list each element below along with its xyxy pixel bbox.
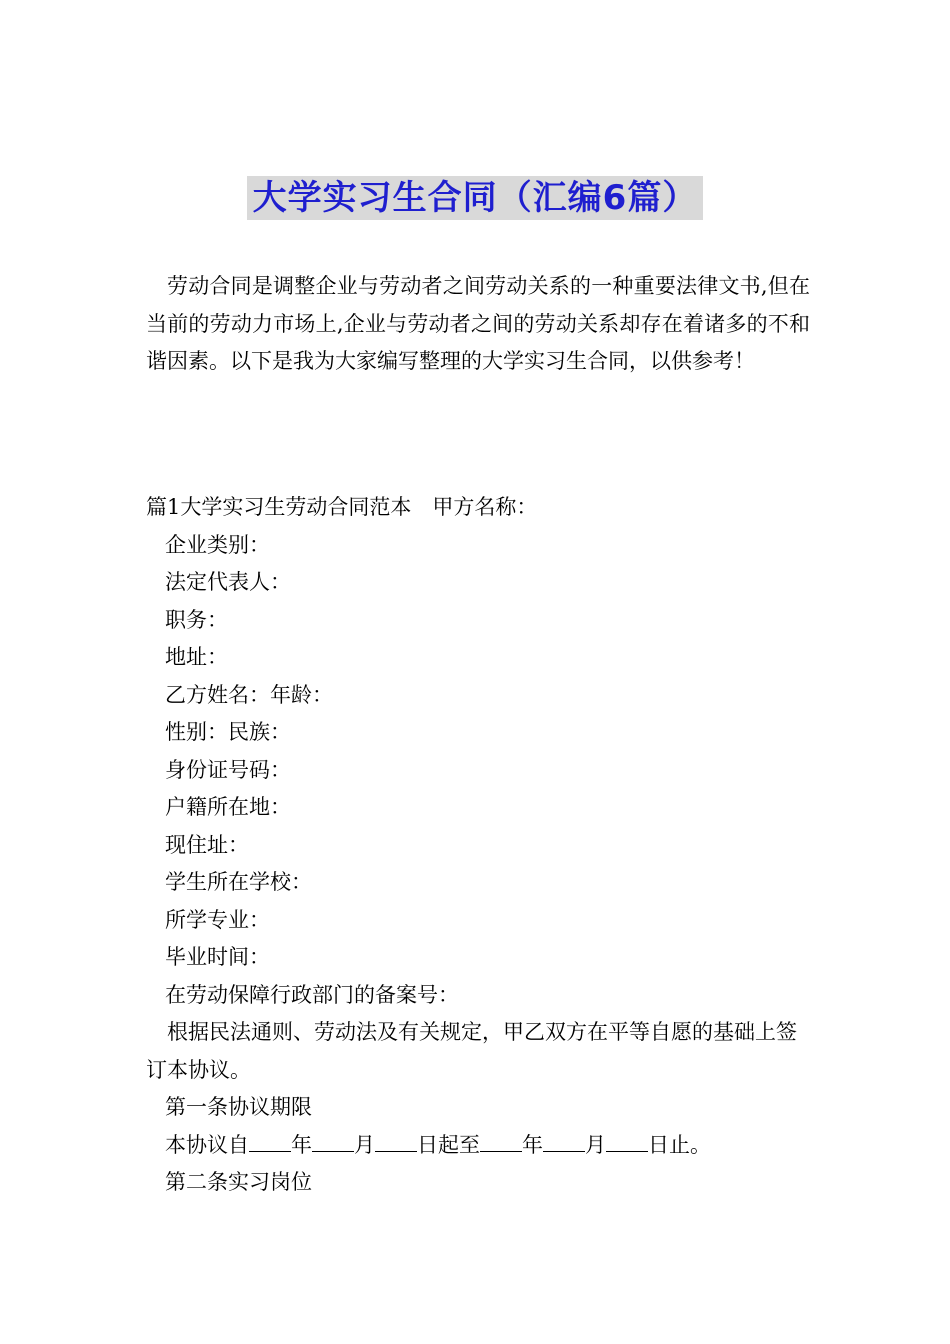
section-heading: 篇1大学实习生劳动合同范本 甲方名称： [146, 495, 538, 519]
field-major: 所学专业： [165, 907, 270, 932]
field-household-registration: 户籍所在地： [165, 795, 291, 819]
field-school: 学生所在学校： [165, 870, 312, 894]
article-1-day-1: 日起至 [417, 1132, 480, 1157]
blank-line [606, 1131, 648, 1152]
field-gender-ethnicity: 性别：民族： [165, 720, 291, 744]
blank-line [543, 1131, 585, 1152]
field-position: 职务： [165, 607, 228, 632]
field-id-number: 身份证号码： [165, 757, 291, 782]
article-1-prefix: 本协议自 [165, 1132, 249, 1157]
basis-paragraph: 根据民法通则、劳动法及有关规定，甲乙双方在平等自愿的基础上签订本协议。 [146, 1020, 797, 1082]
article-1-year-1: 年 [291, 1132, 312, 1157]
article-1-day-2: 日止。 [648, 1132, 711, 1157]
title-container [0, 176, 950, 220]
field-current-address: 现住址： [165, 832, 249, 857]
document-title: 大学实习生合同（汇编6篇） [247, 176, 704, 220]
contract-body [146, 489, 810, 1202]
field-party-b-name-age: 乙方姓名：年龄： [165, 682, 333, 707]
blank-line [480, 1131, 522, 1152]
article-1-text [146, 1127, 810, 1165]
intro-paragraph: 劳动合同是调整企业与劳动者之间劳动关系的一种重要法律文书,但在当前的劳动力市场上,企业与劳动者之间的劳动关系却存在着诸多的不和谐因素。以下是我为大家编写整理的大学实习生合同，以供参考！ [146, 274, 810, 373]
field-filing-number: 在劳动保障行政部门的备案号： [165, 982, 459, 1007]
article-1-month-2: 月 [585, 1132, 606, 1157]
blank-line [312, 1131, 354, 1152]
blank-line [375, 1131, 417, 1152]
field-graduation-time: 毕业时间： [165, 945, 270, 969]
field-legal-representative: 法定代表人： [165, 570, 291, 594]
blank-line [249, 1131, 291, 1152]
article-1-year-2: 年 [522, 1132, 543, 1157]
article-1-month-1: 月 [354, 1132, 375, 1157]
field-address: 地址： [165, 645, 228, 669]
article-1-title: 第一条协议期限 [165, 1095, 312, 1119]
article-2-title: 第二条实习岗位 [165, 1170, 312, 1194]
field-enterprise-type: 企业类别： [165, 532, 270, 557]
